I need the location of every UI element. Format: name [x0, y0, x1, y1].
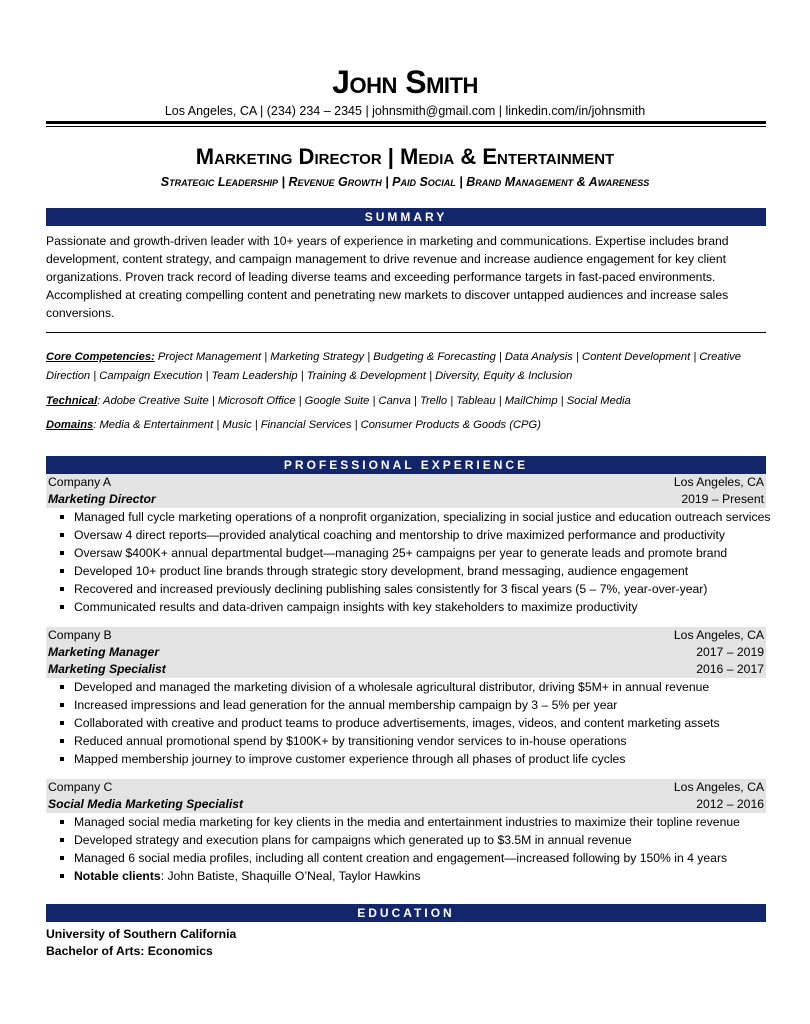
role-title: Marketing Manager: [48, 645, 160, 659]
bullet-item: Oversaw 4 direct reports—provided analytical coaching and mentorship to drive maximized performance and productivity: [46, 526, 766, 544]
bullet-item: Reduced annual promotional spend by $100K+ by transitioning vendor services to in-house operations: [46, 732, 766, 750]
header-divider-thin: [46, 126, 766, 127]
job-company-c: [46, 779, 766, 885]
core-competencies-text: Project Management | Marketing Strategy | Budgeting & Forecasting | Data Analysis | Content Development | Creative Direction | Campaign Execution | Team Leadership | Training & Development | Diversity, Equity & Inclusion: [46, 351, 742, 382]
domains-text: : Media & Entertainment | Music | Financial Services | Consumer Products & Goods (CPG): [93, 419, 541, 431]
company-location: Los Angeles, CA: [673, 475, 764, 489]
role-dates: 2012 – 2016: [696, 797, 764, 811]
school-name: University of Southern California: [46, 927, 237, 941]
job-company-a: [46, 474, 771, 616]
education-entry: [46, 926, 236, 960]
bullet-item: Developed 10+ product line brands through strategic story development, brand messaging, audience engagement: [46, 562, 766, 580]
role-title: Marketing Director: [48, 492, 156, 506]
headline-text: Marketing Director | Media & Entertainment: [195, 144, 615, 169]
company-name: Company B: [48, 628, 112, 642]
role-dates: 2017 – 2019: [696, 645, 764, 659]
bullet-item: Increased impressions and lead generation for the annual membership campaign by 3 – 5% per year: [46, 696, 766, 714]
role-dates: 2019 – Present: [681, 492, 764, 506]
bullet-item: Managed social media marketing for key clients in the media and entertainment industries to maximize their topline revenue: [46, 813, 766, 831]
tagline-text: Strategic Leadership | Revenue Growth | Paid Social | Brand Management & Awareness: [160, 175, 650, 189]
domains: [46, 416, 768, 435]
bullet-item: Developed and managed the marketing division of a wholesale agricultural distributor, driving $5M+ in annual revenue: [46, 678, 766, 696]
professional-headline: [0, 144, 810, 170]
bullet-item: Recovered and increased previously declining publishing sales consistently for 3 fiscal years (5 – 7%, year-over-year): [46, 580, 766, 598]
education-heading: EDUCATION: [46, 904, 766, 922]
notable-clients-item: [46, 867, 766, 885]
company-row: [46, 474, 766, 491]
summary-divider: [46, 332, 766, 333]
technical-skills: [46, 392, 768, 411]
role-dates: 2016 – 2017: [696, 662, 764, 676]
bullet-list: [46, 813, 766, 885]
notable-clients-label: Notable clients: [74, 869, 161, 883]
summary-heading: SUMMARY: [46, 208, 766, 226]
role-row: [46, 661, 766, 678]
experience-heading: PROFESSIONAL EXPERIENCE: [46, 456, 766, 474]
bullet-item: Developed strategy and execution plans for campaigns which generated up to $3.5M in annual revenue: [46, 831, 766, 849]
candidate-name: [0, 64, 810, 101]
bullet-item: Managed full cycle marketing operations of a nonprofit organization, specializing in social justice and education outreach services: [46, 508, 766, 526]
domains-label: Domains: [46, 419, 94, 431]
role-row: [46, 796, 766, 813]
notable-clients-text: : John Batiste, Shaquille O’Neal, Taylor Hawkins: [160, 869, 421, 883]
bullet-item: Managed 6 social media profiles, including all content creation and engagement—increased following by 150% in 4 years: [46, 849, 766, 867]
contact-line: Los Angeles, CA | (234) 234 – 2345 | johnsmith@gmail.com | linkedin.com/in/johnsmith: [164, 104, 646, 118]
tagline: [0, 175, 810, 189]
technical-label: Technical: [46, 395, 98, 407]
core-competencies: [46, 348, 768, 386]
summary-text: Passionate and growth-driven leader with 10+ years of experience in marketing and communications. Expertise includes brand development, content strategy, and campaign management to drive revenue and increase audience engagement for key client organizations. Proven track record of leading diverse teams and exceeding performance targets in fast-paced environments. Accomplished at creating compelling content and penetrating new markets to discover untapped audiences and increase sales conversions.: [46, 234, 729, 320]
bullet-item: Mapped membership journey to improve customer experience through all phases of product life cycles: [46, 750, 766, 768]
company-location: Los Angeles, CA: [673, 780, 764, 794]
company-name: Company C: [48, 780, 113, 794]
bullet-item: Collaborated with creative and product teams to produce advertisements, images, videos, and content marketing assets: [46, 714, 766, 732]
bullet-list: [46, 678, 766, 768]
job-company-b: [46, 627, 766, 768]
role-title: Social Media Marketing Specialist: [48, 797, 244, 811]
technical-text: : Adobe Creative Suite | Microsoft Office | Google Suite | Canva | Trello | Tableau | MailChimp | Social Media: [97, 395, 631, 407]
company-name: Company A: [48, 475, 112, 489]
company-location: Los Angeles, CA: [673, 628, 764, 642]
role-title: Marketing Specialist: [48, 662, 166, 676]
company-row: [46, 627, 766, 644]
bullet-item: Oversaw $400K+ annual departmental budget—managing 25+ campaigns per year to generate leads and promote brand: [46, 544, 766, 562]
core-competencies-label: Core Competencies:: [46, 351, 155, 363]
role-row: [46, 491, 766, 508]
degree: Bachelor of Arts: Economics: [46, 944, 213, 958]
name-text: John Smith: [332, 64, 478, 100]
header-divider-thick: [46, 121, 766, 124]
bullet-item: Communicated results and data-driven campaign insights with key stakeholders to maximize productivity: [46, 598, 766, 616]
company-row: [46, 779, 766, 796]
role-row: [46, 644, 766, 661]
bullet-list: [46, 508, 771, 616]
